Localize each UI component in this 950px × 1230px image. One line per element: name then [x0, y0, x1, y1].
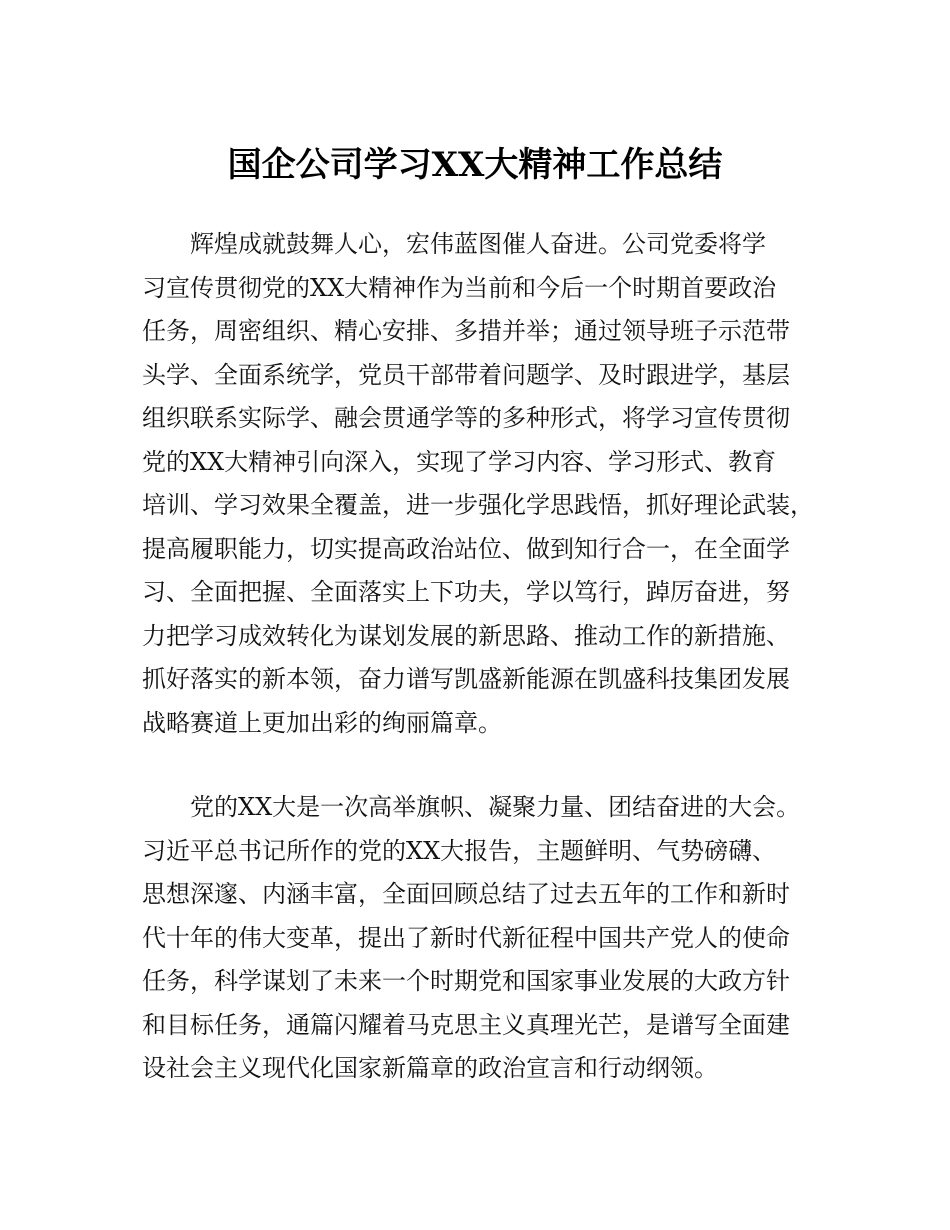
paragraph-2 — [142, 786, 822, 1091]
paragraph-line: 设社会主义现代化国家新篇章的政治宣言和行动纲领。 — [142, 1054, 718, 1082]
paragraph-line: 和目标任务，通篇闪耀着马克思主义真理光芒，是谱写全面建 — [142, 1010, 790, 1039]
paragraph-line: 辉煌成就鼓舞人心，宏伟蓝图催人奋进。公司党委将学 — [190, 230, 766, 258]
document-title: 国企公司学习XX大精神工作总结 — [227, 145, 723, 185]
paragraph-line: 组织联系实际学、融会贯通学等的多种形式，将学习宣传贯彻 — [142, 404, 790, 432]
paragraph-line: 党的XX大精神引向深入，实现了学习内容、学习形式、教育 — [142, 447, 777, 476]
paragraph-line: 任务，科学谋划了未来一个时期党和国家事业发展的大政方针 — [142, 967, 790, 995]
paragraph-line: 任务，周密组织、精心安排、多措并举；通过领导班子示范带 — [142, 317, 790, 345]
paragraph-line: 培训、学习效果全覆盖，进一步强化学思践悟，抓好理论武装， — [142, 491, 814, 519]
paragraph-line: 代十年的伟大变革，提出了新时代新征程中国共产党人的使命 — [142, 923, 790, 952]
paragraph-1 — [142, 223, 822, 745]
document-body — [142, 223, 822, 1132]
paragraph-line: 抓好落实的新本领，奋力谱写凯盛新能源在凯盛科技集团发展 — [142, 665, 790, 693]
paragraph-line: 提高履职能力，切实提高政治站位、做到知行合一，在全面学 — [142, 534, 790, 563]
paragraph-line: 党的XX大是一次高举旗帜、凝聚力量、团结奋进的大会。 — [190, 793, 801, 821]
paragraph-line: 战略赛道上更加出彩的绚丽篇章。 — [142, 708, 502, 737]
paragraph-line: 思想深邃、内涵丰富，全面回顾总结了过去五年的工作和新时 — [142, 880, 790, 908]
paragraph-line: 习宣传贯彻党的XX大精神作为当前和今后一个时期首要政治 — [142, 273, 777, 302]
paragraph-line: 头学、全面系统学，党员干部带着问题学、及时跟进学，基层 — [142, 360, 790, 389]
paragraph-line: 习、全面把握、全面落实上下功夫，学以笃行，踔厉奋进，努 — [142, 578, 790, 606]
paragraph-line: 习近平总书记所作的党的XX大报告，主题鲜明、气势磅礴、 — [142, 836, 777, 865]
paragraph-line: 力把学习成效转化为谋划发展的新思路、推动工作的新措施、 — [142, 621, 790, 650]
